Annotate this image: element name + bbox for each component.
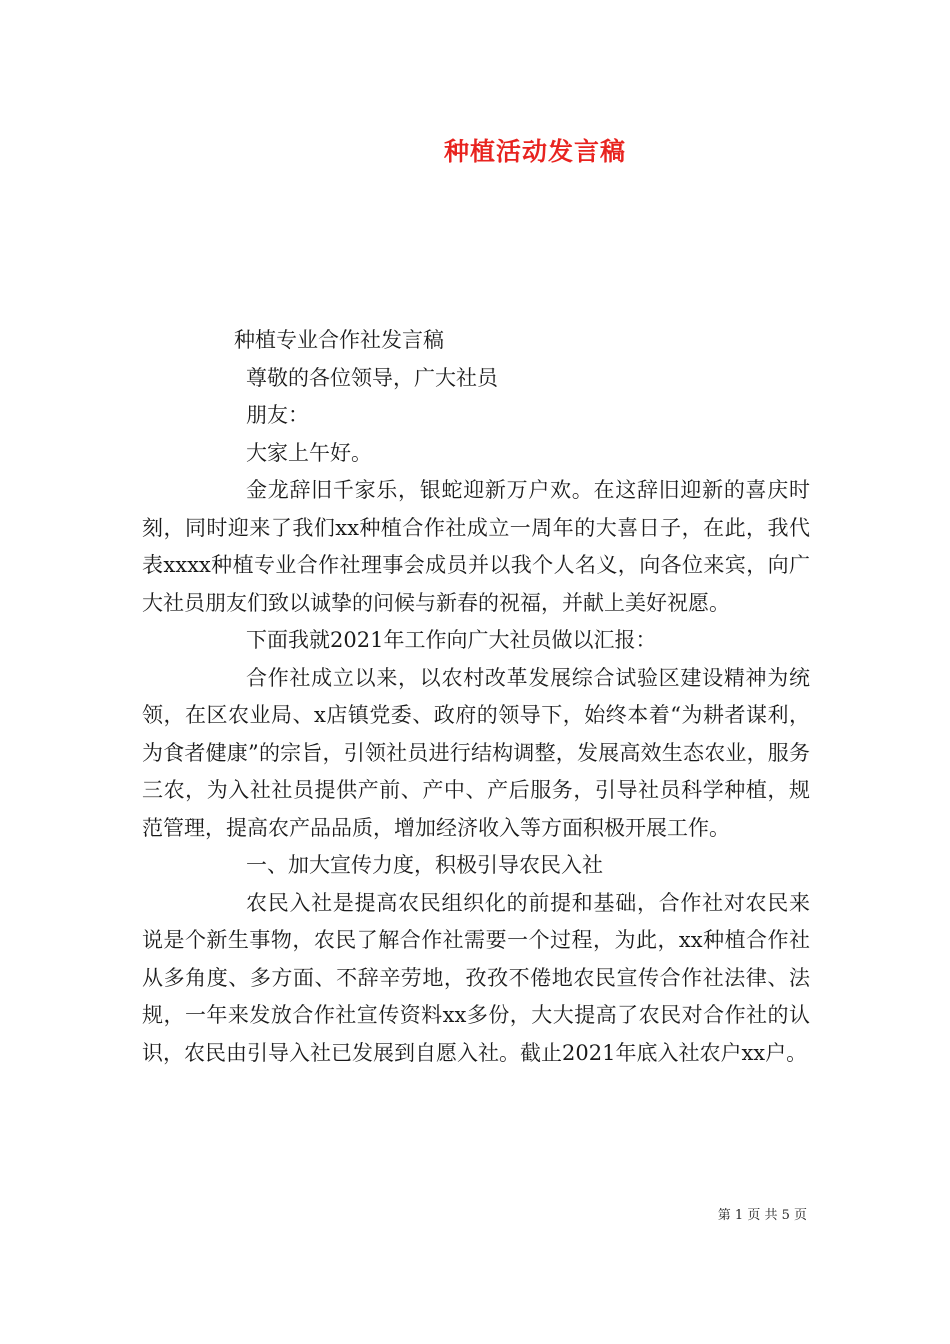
paragraph-report-intro: 下面我就2021年工作向广大社员做以汇报： [246, 628, 657, 652]
document-body [142, 322, 810, 1072]
paragraph-promotion: 农民入社是提高农民组织化的前提和基础，合作社对农民来说是个新生事物，农民了解合作社需要一个过程，为此，xx种植合作社从多角度、多方面、不辞辛劳地，孜孜不倦地农民宣传合作社法律、法规，一年来发放合作社宣传资料xx多份，大大提高了农民对合作社的认识，农民由引导入社已发展到自愿入社。截止2021年底入社农户xx户。 [142, 890, 810, 1065]
greeting-line-1: 尊敬的各位领导，广大社员 [246, 365, 498, 390]
section-heading-1: 一、加大宣传力度，积极引导农民入社 [246, 853, 603, 877]
paragraph-new-year-greeting: 金龙辞旧千家乐，银蛇迎新万户欢。在这辞旧迎新的喜庆时刻，同时迎来了我们xx种植合作社成立一周年的大喜日子，在此，我代表xxxx种植专业合作社理事会成员并以我个人名义，向各位来宾，向广大社员朋友们致以诚挚的问候与新春的祝福，并献上美好祝愿。 [142, 478, 810, 615]
paragraph-cooperative-overview: 合作社成立以来，以农村改革发展综合试验区建设精神为统领，在区农业局、x店镇党委、政府的领导下，始终本着“为耕者谋利，为食者健康”的宗旨，引领社员进行结构调整，发展高效生态农业，服务三农，为入社社员提供产前、产中、产后服务，引导社员科学种植，规范管理，提高农产品品质，增加经济收入等方面积极开展工作。 [142, 665, 810, 840]
page-title: 种植活动发言稿 [443, 137, 626, 166]
greeting-line-2: 朋友： [246, 403, 309, 427]
page-number-footer: 第 1 页 共 5 页 [717, 1208, 807, 1223]
opening-line: 大家上午好。 [246, 440, 372, 465]
document-subtitle: 种植专业合作社发言稿 [234, 328, 444, 352]
